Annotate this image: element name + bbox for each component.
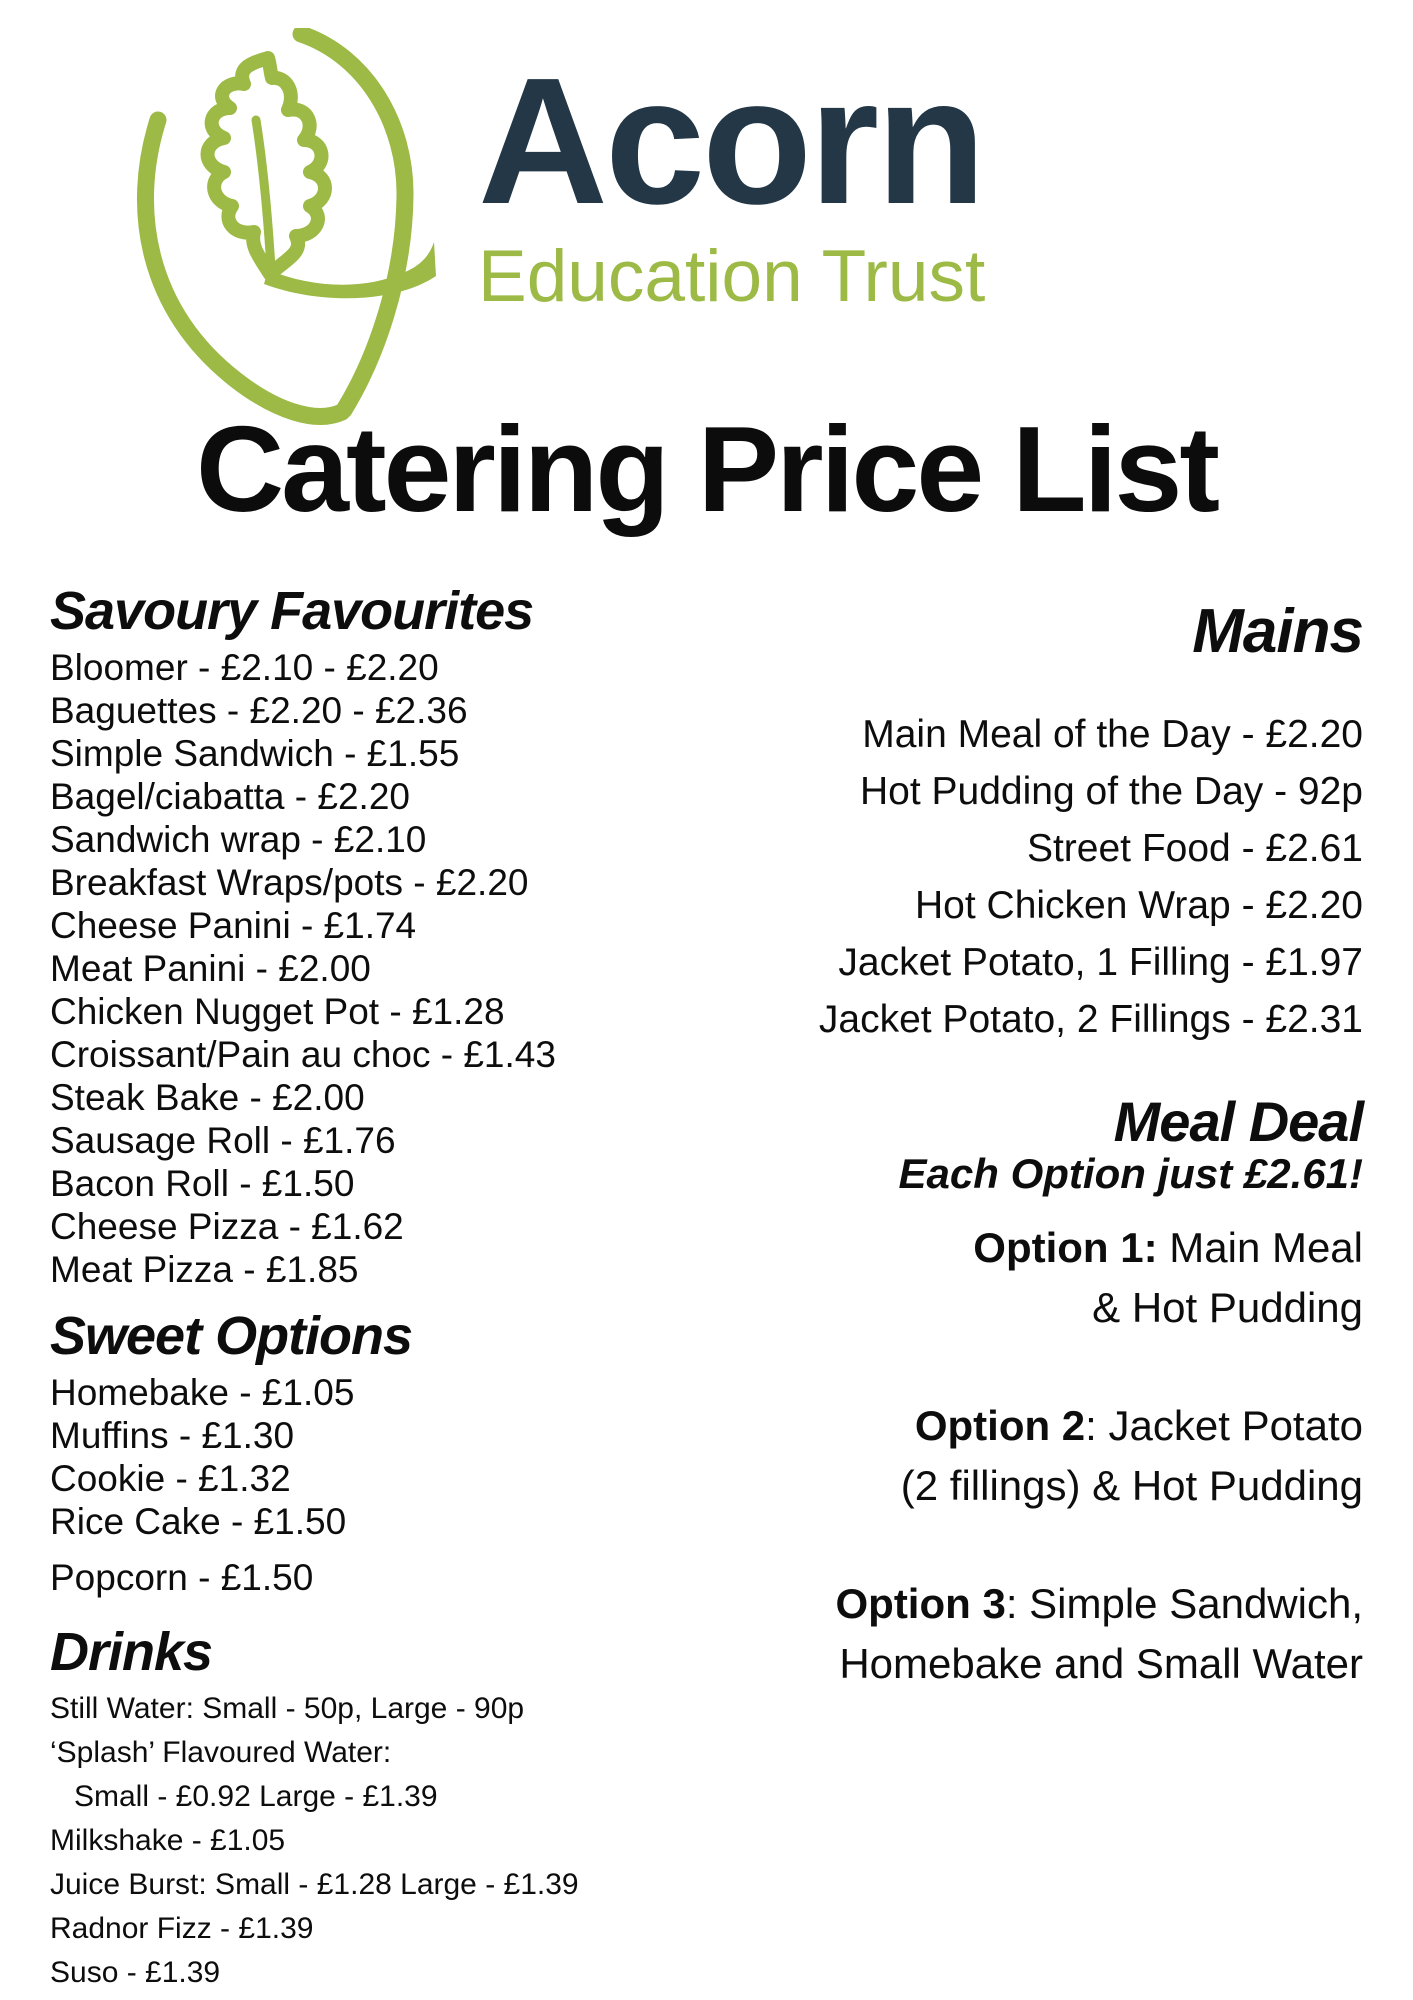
menu-item: Street Food - £2.61 — [1026, 827, 1363, 871]
meal-deal-option: Option 2: Jacket Potato (2 fillings) & Hot Pudding — [900, 1402, 1363, 1510]
menu-item: Jacket Potato, 1 Filling - £1.97 — [838, 941, 1363, 985]
section-mains — [503, 598, 1363, 1048]
menu-item: Radnor Fizz - £1.39 — [50, 1912, 314, 1946]
meal-deal-options — [503, 1218, 1363, 1694]
menu-item: Bacon Roll - £1.50 — [50, 1163, 355, 1205]
menu-item: Hot Chicken Wrap - £2.20 — [915, 884, 1363, 928]
page-title: Catering Price List — [196, 401, 1217, 537]
menu-item: Rice Cake - £1.50 — [50, 1501, 347, 1543]
menu-item: Steak Bake - £2.00 — [50, 1077, 365, 1119]
brand-subtitle: Education Trust — [478, 236, 986, 317]
brand-block — [478, 41, 1038, 317]
menu-item: Hot Pudding of the Day - 92p — [860, 770, 1363, 814]
meal-deal-option: Option 1: Main Meal & Hot Pudding — [973, 1224, 1363, 1332]
drinks-list — [50, 1687, 670, 1995]
brand-name: Acorn — [478, 41, 984, 242]
menu-item: Main Meal of the Day - £2.20 — [862, 713, 1363, 757]
sweet-heading: Sweet Options — [50, 1306, 413, 1367]
menu-item: Sandwich wrap - £2.10 — [50, 819, 427, 861]
menu-item: Bagel/ciabatta - £2.20 — [50, 776, 410, 818]
menu-item: Cookie - £1.32 — [50, 1458, 291, 1500]
section-meal-deal — [503, 1090, 1363, 1694]
menu-item: ‘Splash’ Flavoured Water: — [50, 1736, 392, 1770]
menu-item: Chicken Nugget Pot - £1.28 — [50, 991, 505, 1033]
menu-item: Meat Pizza - £1.85 — [50, 1249, 359, 1291]
menu-item: Still Water: Small - 50p, Large - 90p — [50, 1692, 525, 1726]
menu-item: Sausage Roll - £1.76 — [50, 1120, 396, 1162]
mains-list — [503, 706, 1363, 1048]
menu-item: Cheese Panini - £1.74 — [50, 905, 417, 947]
meal-deal-heading: Meal Deal — [1113, 1090, 1363, 1154]
menu-item: Jacket Potato, 2 Fillings - £2.31 — [818, 998, 1363, 1042]
menu-item: Simple Sandwich - £1.55 — [50, 733, 460, 775]
mains-heading: Mains — [1192, 597, 1363, 666]
oak-leaf-logo-icon — [118, 28, 463, 438]
menu-item: Homebake - £1.05 — [50, 1372, 355, 1414]
menu-item: Breakfast Wraps/pots - £2.20 — [50, 862, 529, 904]
menu-item: Juice Burst: Small - £1.28 Large - £1.39 — [50, 1868, 579, 1902]
menu-item: Muffins - £1.30 — [50, 1415, 295, 1457]
savoury-heading: Savoury Favourites — [50, 581, 534, 641]
menu-item: Baguettes - £2.20 - £2.36 — [50, 690, 468, 732]
menu-item: Cheese Pizza - £1.62 — [50, 1206, 404, 1248]
menu-item: Croissant/Pain au choc - £1.43 — [50, 1034, 556, 1076]
menu-item: Popcorn - £1.50 — [50, 1557, 314, 1599]
right-column — [503, 598, 1363, 1694]
meal-deal-option: Option 3: Simple Sandwich, Homebake and Small Water — [835, 1580, 1363, 1688]
menu-item: Milkshake - £1.05 — [50, 1824, 286, 1858]
menu-item: Suso - £1.39 — [50, 1956, 221, 1990]
menu-item: Meat Panini - £2.00 — [50, 948, 371, 990]
menu-item: Bloomer - £2.10 - £2.20 — [50, 647, 439, 689]
drinks-heading: Drinks — [50, 1622, 213, 1683]
meal-deal-tagline: Each Option just £2.61! — [898, 1150, 1363, 1198]
menu-item: Small - £0.92 Large - £1.39 — [74, 1780, 438, 1814]
